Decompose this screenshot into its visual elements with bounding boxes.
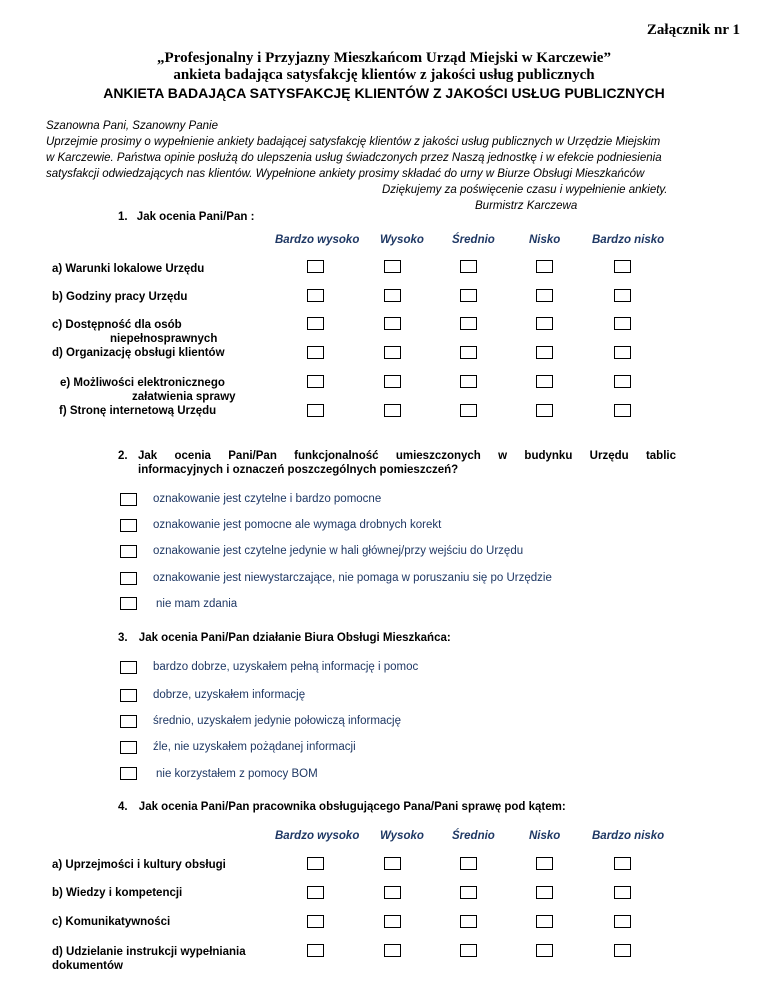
q2-question-line-1: Jak ocenia Pani/Pan funkcjonalność umieszczonych w budynku Urzędu tablic: [138, 450, 676, 462]
q3-number: 3.: [118, 632, 128, 644]
q4-scale-label-high: Wysoko: [380, 830, 424, 842]
q2-option-3-checkbox[interactable]: [120, 545, 137, 558]
scale-label-high: Wysoko: [380, 234, 424, 246]
q4-d-medium-checkbox[interactable]: [460, 944, 477, 957]
q1-number: 1.: [118, 211, 128, 223]
q1-b-very-low-checkbox[interactable]: [614, 289, 631, 302]
q1-b-high-checkbox[interactable]: [384, 289, 401, 302]
q4-row-b-label: b) Wiedzy i kompetencji: [52, 887, 183, 899]
q1-f-low-checkbox[interactable]: [536, 404, 553, 417]
q1-b-very-high-checkbox[interactable]: [307, 289, 324, 302]
q1-heading: [118, 211, 254, 223]
q4-c-very-high-checkbox[interactable]: [307, 915, 324, 928]
q1-b-medium-checkbox[interactable]: [460, 289, 477, 302]
q3-option-4-checkbox[interactable]: [120, 741, 137, 754]
q4-d-low-checkbox[interactable]: [536, 944, 553, 957]
q1-row-d-label: d) Organizację obsługi klientów: [52, 347, 225, 359]
q4-a-very-low-checkbox[interactable]: [614, 857, 631, 870]
q2-option-2-checkbox[interactable]: [120, 519, 137, 532]
q1-a-very-high-checkbox[interactable]: [307, 260, 324, 273]
q4-question: Jak ocenia Pani/Pan pracownika obsługującego Pana/Pani sprawę pod kątem:: [138, 801, 566, 813]
q1-e-medium-checkbox[interactable]: [460, 375, 477, 388]
q4-c-very-low-checkbox[interactable]: [614, 915, 631, 928]
q3-heading: [118, 632, 451, 644]
q4-b-very-high-checkbox[interactable]: [307, 886, 324, 899]
intro-line-2: w Karczewie. Państwa opinie posłużą do ulepszenia usług świadczonych przez Naszą jednostkę i w efekcie podniesienia: [46, 152, 662, 164]
q3-option-3-label: średnio, uzyskałem jedynie połowiczą informację: [153, 715, 402, 727]
q1-a-high-checkbox[interactable]: [384, 260, 401, 273]
q1-e-very-high-checkbox[interactable]: [307, 375, 324, 388]
q1-e-low-checkbox[interactable]: [536, 375, 553, 388]
q1-d-medium-checkbox[interactable]: [460, 346, 477, 359]
q4-d-very-high-checkbox[interactable]: [307, 944, 324, 957]
q4-scale-label-medium: Średnio: [452, 830, 495, 842]
q1-row-e-label: e) Możliwości elektronicznego: [60, 377, 225, 389]
intro-line-3: satysfakcji odwiedzających nas klientów. Wypełnione ankiety prosimy składać do urny w Biurze Obsługi Mieszkańców: [46, 168, 645, 180]
q4-number: 4.: [118, 801, 128, 813]
q1-d-high-checkbox[interactable]: [384, 346, 401, 359]
title-line-1: „Profesjonalny i Przyjazny Mieszkańcom Urząd Miejski w Karczewie”: [157, 50, 611, 66]
q4-b-high-checkbox[interactable]: [384, 886, 401, 899]
q2-option-4-checkbox[interactable]: [120, 572, 137, 585]
q1-row-c-label-cont: niepełnosprawnych: [110, 333, 218, 345]
q2-option-3-label: oznakowanie jest czytelne jedynie w hali głównej/przy wejściu do Urzędu: [153, 545, 524, 557]
q1-c-very-low-checkbox[interactable]: [614, 317, 631, 330]
q4-b-medium-checkbox[interactable]: [460, 886, 477, 899]
q1-c-very-high-checkbox[interactable]: [307, 317, 324, 330]
q1-f-very-low-checkbox[interactable]: [614, 404, 631, 417]
q4-row-a-label: a) Uprzejmości i kultury obsługi: [52, 859, 226, 871]
q2-option-1-label: oznakowanie jest czytelne i bardzo pomocne: [153, 493, 382, 505]
q1-f-high-checkbox[interactable]: [384, 404, 401, 417]
q1-row-b-label: b) Godziny pracy Urzędu: [52, 291, 188, 303]
q4-b-low-checkbox[interactable]: [536, 886, 553, 899]
q4-c-medium-checkbox[interactable]: [460, 915, 477, 928]
q4-c-low-checkbox[interactable]: [536, 915, 553, 928]
q4-row-c-label: c) Komunikatywności: [52, 916, 171, 928]
q1-question: Jak ocenia Pani/Pan :: [136, 211, 255, 223]
q4-a-very-high-checkbox[interactable]: [307, 857, 324, 870]
q3-option-1-label: bardzo dobrze, uzyskałem pełną informację i pomoc: [153, 661, 419, 673]
q1-row-a-label: a) Warunki lokalowe Urzędu: [52, 263, 205, 275]
scale-label-medium: Średnio: [452, 234, 495, 246]
q1-row-c-label: c) Dostępność dla osób: [52, 319, 182, 331]
q2-option-4-label: oznakowanie jest niewystarczające, nie pomaga w poruszaniu się po Urzędzie: [153, 572, 552, 584]
q4-c-high-checkbox[interactable]: [384, 915, 401, 928]
q1-d-very-low-checkbox[interactable]: [614, 346, 631, 359]
q2-question-line-2: informacyjnych i oznaczeń poszczególnych pomieszczeń?: [138, 464, 459, 476]
title-line-2: ankieta badająca satysfakcję klientów z jakości usług publicznych: [173, 67, 595, 83]
q3-option-5-checkbox[interactable]: [120, 767, 137, 780]
q4-scale-label-very-high: Bardzo wysoko: [275, 830, 360, 842]
q1-f-medium-checkbox[interactable]: [460, 404, 477, 417]
q1-e-very-low-checkbox[interactable]: [614, 375, 631, 388]
q2-option-5-checkbox[interactable]: [120, 597, 137, 610]
q1-row-f-label: f) Stronę internetową Urzędu: [59, 405, 217, 417]
q4-a-high-checkbox[interactable]: [384, 857, 401, 870]
q2-option-1-checkbox[interactable]: [120, 493, 137, 506]
q2-option-2-label: oznakowanie jest pomocne ale wymaga drobnych korekt: [153, 519, 442, 531]
q1-f-very-high-checkbox[interactable]: [307, 404, 324, 417]
q4-heading: [118, 801, 566, 813]
q2-option-5-label: nie mam zdania: [156, 598, 238, 610]
signature: Burmistrz Karczewa: [475, 200, 578, 212]
q1-a-very-low-checkbox[interactable]: [614, 260, 631, 273]
q1-a-medium-checkbox[interactable]: [460, 260, 477, 273]
q1-b-low-checkbox[interactable]: [536, 289, 553, 302]
q3-option-4-label: źle, nie uzyskałem pożądanej informacji: [153, 741, 356, 753]
q4-scale-label-very-low: Bardzo nisko: [592, 830, 665, 842]
scale-label-very-low: Bardzo nisko: [592, 234, 665, 246]
q4-row-d-label-cont: dokumentów: [52, 960, 123, 972]
scale-label-low: Nisko: [529, 234, 561, 246]
q1-c-medium-checkbox[interactable]: [460, 317, 477, 330]
q2-number: 2.: [118, 450, 128, 462]
q1-c-low-checkbox[interactable]: [536, 317, 553, 330]
thanks-line: Dziękujemy za poświęcenie czasu i wypełnienie ankiety.: [382, 184, 668, 196]
intro-line-1: Uprzejmie prosimy o wypełnienie ankiety badającej satysfakcję klientów z jakości usług publicznych w Urzędzie Miejskim: [46, 136, 661, 148]
annex-label: Załącznik nr 1: [646, 22, 740, 38]
q3-option-3-checkbox[interactable]: [120, 715, 137, 728]
q4-d-very-low-checkbox[interactable]: [614, 944, 631, 957]
q4-scale-label-low: Nisko: [529, 830, 561, 842]
q1-e-high-checkbox[interactable]: [384, 375, 401, 388]
q3-option-5-label: nie korzystałem z pomocy BOM: [156, 768, 318, 780]
q3-question: Jak ocenia Pani/Pan działanie Biura Obsługi Mieszkańca:: [138, 632, 451, 644]
q1-a-low-checkbox[interactable]: [536, 260, 553, 273]
q1-row-e-label-cont: załatwienia sprawy: [132, 391, 236, 403]
title-line-3: ANKIETA BADAJĄCA SATYSFAKCJĘ KLIENTÓW Z JAKOŚCI USŁUG PUBLICZNYCH: [103, 85, 665, 101]
q4-row-d-label: d) Udzielanie instrukcji wypełniania: [52, 946, 246, 958]
q4-a-medium-checkbox[interactable]: [460, 857, 477, 870]
q1-d-low-checkbox[interactable]: [536, 346, 553, 359]
q4-d-high-checkbox[interactable]: [384, 944, 401, 957]
greeting: Szanowna Pani, Szanowny Panie: [46, 120, 218, 132]
q3-option-1-checkbox[interactable]: [120, 661, 137, 674]
scale-label-very-high: Bardzo wysoko: [275, 234, 360, 246]
q3-option-2-label: dobrze, uzyskałem informację: [153, 689, 306, 701]
q3-option-2-checkbox[interactable]: [120, 689, 137, 702]
q1-c-high-checkbox[interactable]: [384, 317, 401, 330]
q4-a-low-checkbox[interactable]: [536, 857, 553, 870]
q4-b-very-low-checkbox[interactable]: [614, 886, 631, 899]
q1-d-very-high-checkbox[interactable]: [307, 346, 324, 359]
